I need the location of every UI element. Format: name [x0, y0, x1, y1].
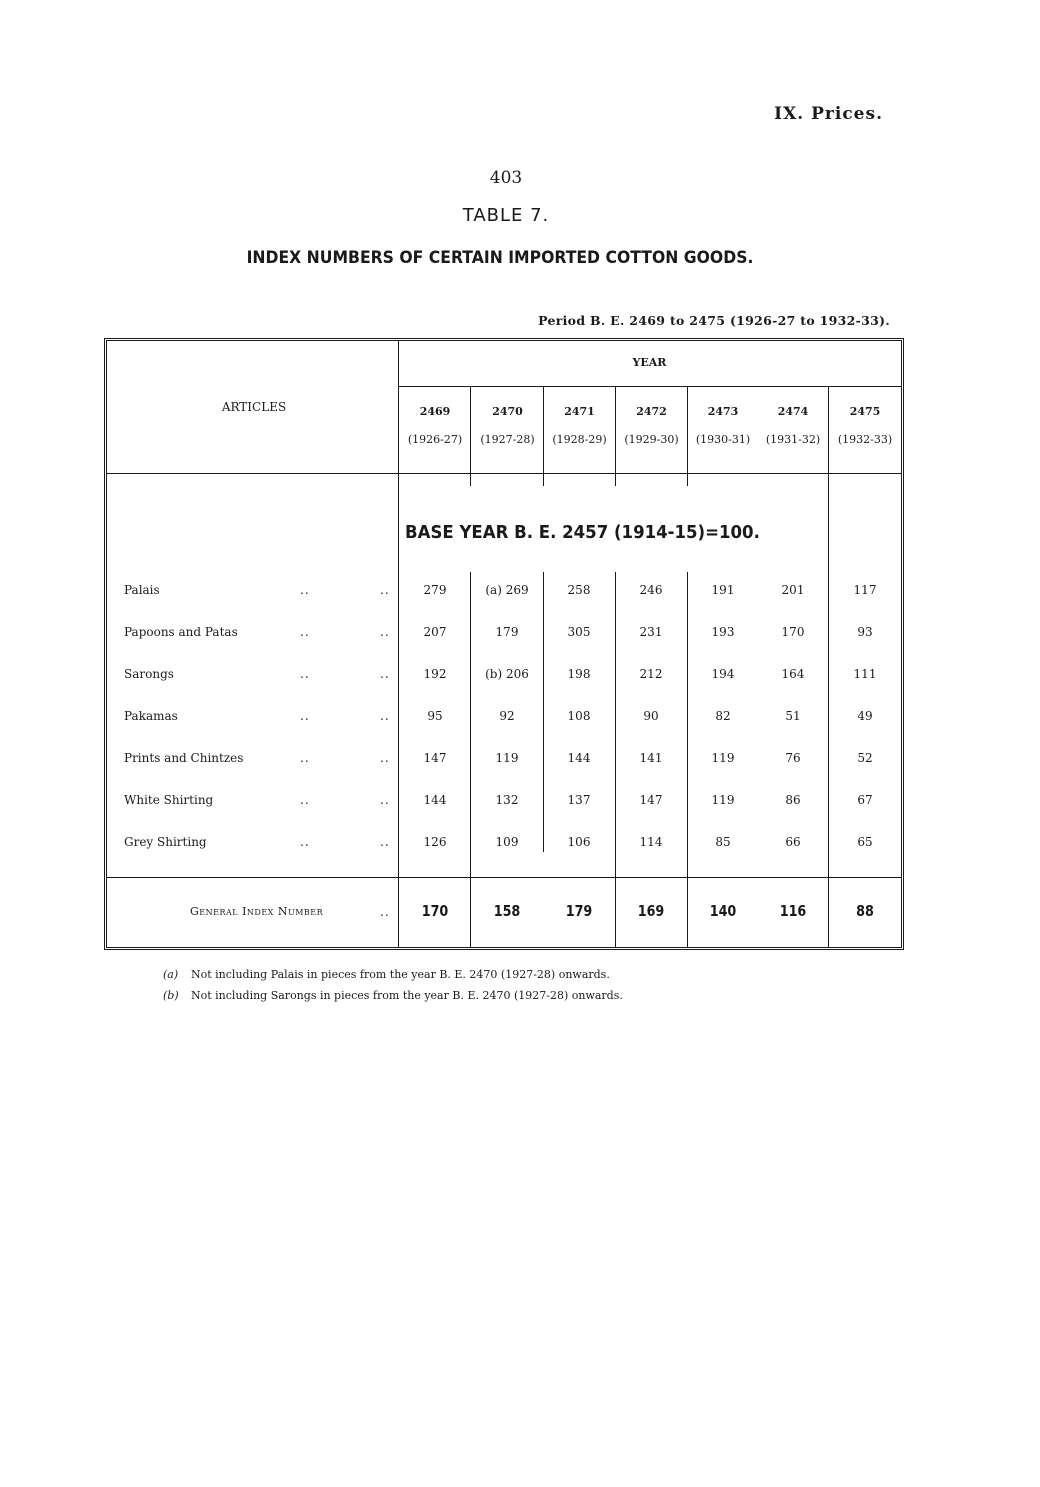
- table-cell: 52: [857, 751, 873, 765]
- leader-dots: ..: [380, 751, 390, 765]
- table-cell: 194: [711, 667, 735, 681]
- table-cell: 51: [785, 709, 801, 723]
- table-cell: 106: [567, 835, 591, 849]
- leader-dots: ..: [380, 667, 390, 681]
- table-cell: 109: [495, 835, 519, 849]
- table-cell: (a) 269: [485, 583, 529, 597]
- table-cell: 66: [785, 835, 801, 849]
- table-cell: 126: [423, 835, 447, 849]
- table-cell: 144: [567, 751, 591, 765]
- general-index-cell: 88: [856, 902, 874, 920]
- general-index-label: General Index Number: [190, 905, 324, 918]
- year-column-header: 2472 (1929-30): [624, 405, 679, 446]
- leader-dots: ..: [380, 793, 390, 807]
- table-cell: (b) 206: [485, 667, 529, 681]
- table-cell: 119: [711, 751, 735, 765]
- year-header-rule: [398, 386, 901, 387]
- table-cell: 246: [639, 583, 663, 597]
- year-col-rule: [543, 572, 544, 852]
- table-cell: 231: [639, 625, 663, 639]
- table-cell: 198: [567, 667, 591, 681]
- table-cell: 201: [781, 583, 805, 597]
- year-col-rule: [470, 386, 471, 486]
- leader-dots: ..: [300, 709, 310, 723]
- period-caption: Period B. E. 2469 to 2475 (1926-27 to 1932-33).: [538, 313, 890, 328]
- leader-dots: ..: [300, 751, 310, 765]
- table-cell: 114: [639, 835, 663, 849]
- table-subtitle: INDEX NUMBERS OF CERTAIN IMPORTED COTTON GOODS.: [246, 248, 754, 268]
- general-index-cell: 179: [565, 902, 593, 920]
- general-index-cell: 169: [637, 902, 665, 920]
- footnote-b: (b) Not including Sarongs in pieces from the year B. E. 2470 (1927-28) onwards.: [163, 989, 623, 1002]
- section-header: IX. Prices.: [774, 104, 883, 124]
- table-cell: 90: [643, 709, 659, 723]
- year-column-header: 2475 (1932-33): [837, 405, 893, 446]
- leader-dots: ..: [300, 667, 310, 681]
- row-label: White Shirting: [124, 793, 214, 807]
- table-cell: 141: [639, 751, 663, 765]
- table-cell: 117: [853, 583, 877, 597]
- table-cell: 108: [567, 709, 591, 723]
- table-cell: 137: [567, 793, 591, 807]
- table-cell: 76: [785, 751, 801, 765]
- general-index-cell: 170: [421, 902, 449, 920]
- year-column-header: 2470 (1927-28): [480, 405, 535, 446]
- page-number: 403: [489, 168, 523, 188]
- articles-divider: [398, 341, 399, 947]
- row-label: Grey Shirting: [124, 835, 207, 849]
- general-top-rule: [107, 877, 901, 878]
- leader-dots: ..: [300, 793, 310, 807]
- table-cell: 93: [857, 625, 873, 639]
- table-cell: 207: [423, 625, 447, 639]
- year-col-rule: [470, 572, 471, 947]
- leader-dots: ..: [380, 835, 390, 849]
- leader-dots: ..: [380, 905, 390, 919]
- year-col-rule: [828, 386, 829, 947]
- general-index-cell: 116: [779, 902, 807, 920]
- header-bottom-rule: [107, 473, 901, 474]
- leader-dots: ..: [380, 583, 390, 597]
- table-cell: 82: [715, 709, 731, 723]
- table-cell: 132: [495, 793, 519, 807]
- year-column-header: 2471 (1928-29): [552, 405, 607, 446]
- table-cell: 305: [567, 625, 591, 639]
- year-header: YEAR: [632, 356, 667, 369]
- year-column-header: 2474 (1931-32): [765, 405, 821, 446]
- table-cell: 147: [423, 751, 447, 765]
- row-label: Palais: [124, 583, 160, 597]
- leader-dots: ..: [300, 835, 310, 849]
- table-cell: 92: [499, 709, 515, 723]
- table-cell: 144: [423, 793, 447, 807]
- footnote-a: (a) Not including Palais in pieces from the year B. E. 2470 (1927-28) onwards.: [163, 968, 610, 981]
- table-cell: 164: [781, 667, 805, 681]
- leader-dots: ..: [380, 625, 390, 639]
- table-cell: 170: [781, 625, 805, 639]
- table-cell: 86: [785, 793, 801, 807]
- table-cell: 212: [639, 667, 663, 681]
- row-label: Sarongs: [124, 667, 174, 681]
- table-cell: 192: [423, 667, 447, 681]
- table-cell: 179: [495, 625, 519, 639]
- year-col-rule: [687, 572, 688, 947]
- table-cell: 65: [857, 835, 873, 849]
- year-column-header: 2473 (1930-31): [695, 405, 751, 446]
- table-cell: 193: [711, 625, 735, 639]
- row-label: Prints and Chintzes: [124, 751, 244, 765]
- year-column-header: 2469 (1926-27): [407, 405, 463, 446]
- table-cell: 258: [567, 583, 591, 597]
- table-cell: 111: [853, 667, 877, 681]
- articles-header: ARTICLES: [221, 400, 287, 414]
- table-cell: 279: [423, 583, 447, 597]
- table-cell: 67: [857, 793, 873, 807]
- table-cell: 147: [639, 793, 663, 807]
- table-cell: 49: [857, 709, 873, 723]
- table-cell: 119: [495, 751, 519, 765]
- leader-dots: ..: [300, 625, 310, 639]
- row-label: Pakamas: [124, 709, 178, 723]
- row-label: Papoons and Patas: [124, 625, 238, 639]
- table-cell: 85: [715, 835, 731, 849]
- leader-dots: ..: [300, 583, 310, 597]
- table-cell: 119: [711, 793, 735, 807]
- year-col-rule: [615, 572, 616, 947]
- table-title: TABLE 7.: [462, 205, 550, 226]
- general-index-cell: 158: [493, 902, 521, 920]
- leader-dots: ..: [380, 709, 390, 723]
- table-cell: 191: [711, 583, 735, 597]
- base-year-note: BASE YEAR B. E. 2457 (1914-15)=100.: [405, 522, 760, 543]
- table-cell: 95: [427, 709, 443, 723]
- general-index-cell: 140: [709, 902, 737, 920]
